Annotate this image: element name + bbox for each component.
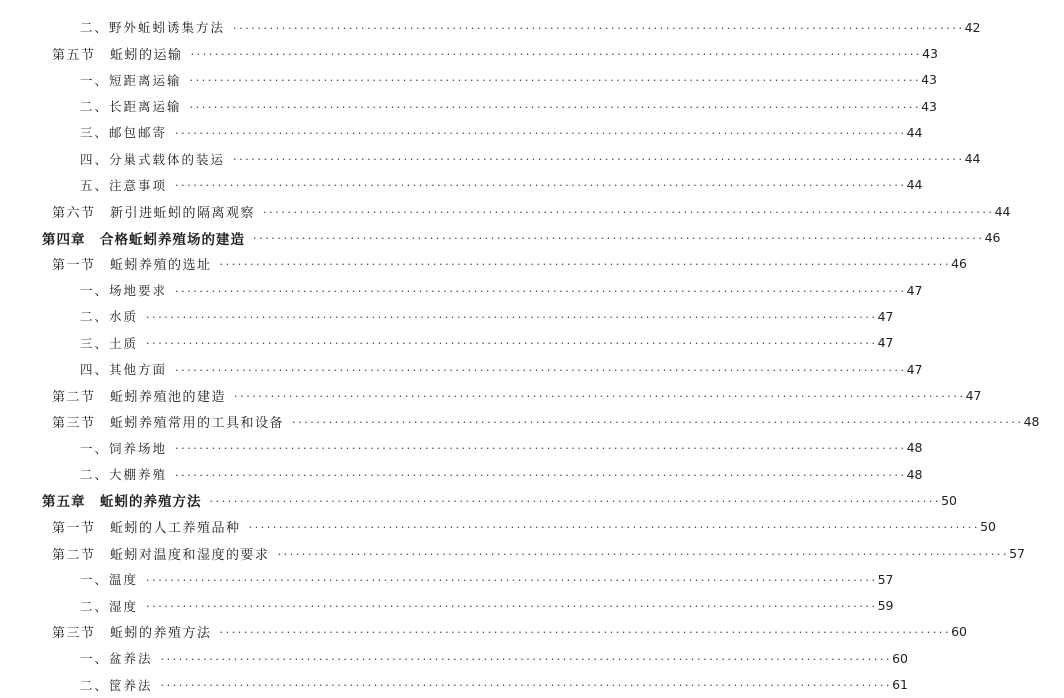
- dot-leader: ························································································································: [234, 389, 966, 403]
- toc-entry-title: 二、湿度: [80, 597, 146, 615]
- toc-entry-section: [0, 251, 968, 277]
- toc-entry-page-number: 47: [965, 387, 982, 403]
- toc-entry-section: [0, 619, 968, 645]
- toc-entry-title: 二、筐养法: [80, 676, 161, 694]
- dot-leader: ························································································································: [146, 573, 878, 587]
- dot-leader: ························································································································: [175, 468, 907, 482]
- dot-leader: ························································································································: [175, 179, 907, 193]
- toc-entry-page-number: 47: [906, 361, 923, 377]
- toc-entry-page-number: 59: [877, 598, 894, 614]
- toc-entry-title: 一、盆养法: [80, 649, 161, 667]
- toc-entry-item: [0, 435, 923, 461]
- toc-entry-title: 五、注意事项: [80, 176, 175, 194]
- toc-entry-page-number: 43: [922, 45, 939, 61]
- toc-entry-page-number: 44: [906, 177, 923, 193]
- toc-entry-title: 第五节 蚯蚓的运输: [52, 44, 191, 63]
- toc-entry-page-number: 57: [1009, 545, 1026, 561]
- toc-entry-section: [0, 514, 997, 540]
- dot-leader: ························································································································: [189, 100, 922, 114]
- toc-entry-page-number: 48: [1023, 414, 1040, 430]
- toc-entry-title: 四、其他方面: [80, 360, 175, 378]
- toc-entry-title: 一、短距离运输: [80, 71, 190, 89]
- dot-leader: ························································································································: [219, 626, 952, 640]
- toc-entry-page-number: 60: [892, 650, 909, 666]
- toc-entry-section: [0, 408, 1040, 434]
- toc-entry-page-number: 43: [921, 98, 938, 114]
- toc-entry-section: [0, 198, 1011, 224]
- dot-leader: ························································································································: [146, 600, 878, 614]
- dot-leader: ························································································································: [190, 47, 923, 61]
- toc-entry-title: 一、场地要求: [80, 281, 175, 299]
- dot-leader: ························································································································: [233, 153, 965, 167]
- toc-entry-title: 第三节 蚯蚓养殖常用的工具和设备: [52, 412, 292, 431]
- dot-leader: ························································································································: [175, 363, 907, 377]
- toc-entry-page-number: 44: [964, 151, 981, 167]
- toc-entry-page-number: 46: [984, 230, 1001, 246]
- toc-entry-chapter: [0, 224, 1001, 250]
- toc-entry-page-number: 48: [906, 440, 923, 456]
- toc-entry-title: 第一节 蚯蚓的人工养殖品种: [52, 517, 249, 536]
- dot-leader: ························································································································: [175, 442, 907, 456]
- toc-entry-title: 一、饲养场地: [80, 439, 175, 457]
- toc-entry-title: 第一节 蚯蚓养殖的选址: [52, 254, 220, 273]
- toc-entry-title: 四、分巢式载体的装运: [80, 150, 233, 168]
- toc-entry-item: [0, 593, 894, 619]
- toc-entry-title: 三、土质: [80, 334, 146, 352]
- toc-entry-section: [0, 382, 982, 408]
- toc-entry-page-number: 47: [877, 308, 894, 324]
- toc-entry-item: [0, 14, 981, 40]
- toc-entry-page-number: 50: [941, 492, 957, 508]
- toc-entry-title: 第六节 新引进蚯蚓的隔离观察: [52, 202, 263, 221]
- toc-entry-title: 二、野外蚯蚓诱集方法: [80, 18, 233, 36]
- toc-entry-section: [0, 540, 1026, 566]
- toc-entry-item: [0, 461, 923, 487]
- toc-entry-item: [0, 356, 923, 382]
- dot-leader: ························································································································: [160, 652, 893, 666]
- toc-entry-title: 三、邮包邮寄: [80, 123, 175, 141]
- toc-entry-page-number: 42: [964, 19, 981, 35]
- toc-entry-title: 第三节 蚯蚓的养殖方法: [52, 622, 220, 641]
- dot-leader: ························································································································: [160, 679, 893, 693]
- toc-entry-item: [0, 172, 923, 198]
- toc-entry-page-number: 47: [877, 335, 894, 351]
- toc-entry-page-number: 43: [921, 72, 938, 88]
- dot-leader: ························································································································: [146, 310, 878, 324]
- toc-entry-item: [0, 303, 894, 329]
- toc-entry-page-number: 57: [877, 571, 894, 587]
- toc-entry-item: [0, 566, 894, 592]
- dot-leader: ························································································································: [292, 416, 1024, 430]
- toc-entry-item: [0, 671, 909, 697]
- toc-entry-title: 二、长距离运输: [80, 97, 190, 115]
- dot-leader: ························································································································: [233, 21, 965, 35]
- toc-entry-title: 第二节 蚯蚓对温度和湿度的要求: [52, 544, 278, 563]
- toc-entry-item: [0, 645, 909, 671]
- dot-leader: ························································································································: [146, 337, 878, 351]
- toc-entry-item: [0, 93, 938, 119]
- toc-entry-page-number: 46: [951, 256, 968, 272]
- toc-entry-page-number: 50: [980, 519, 997, 535]
- dot-leader: ························································································································: [175, 126, 907, 140]
- dot-leader: ························································································································: [209, 494, 942, 508]
- toc-entry-section: [0, 40, 939, 66]
- toc-entry-item: [0, 330, 894, 356]
- toc-entry-page-number: 44: [906, 124, 923, 140]
- table-of-contents: [0, 14, 1040, 698]
- toc-entry-page-number: 61: [892, 677, 909, 693]
- dot-leader: ························································································································: [175, 284, 907, 298]
- toc-entry-title: 一、温度: [80, 570, 146, 588]
- toc-entry-item: [0, 119, 923, 145]
- toc-entry-item: [0, 277, 923, 303]
- toc-entry-title: 第四章 合格蚯蚓养殖场的建造: [42, 228, 253, 248]
- toc-entry-page-number: 60: [951, 624, 968, 640]
- toc-entry-chapter: [0, 487, 957, 513]
- dot-leader: ························································································································: [219, 258, 952, 272]
- toc-entry-title: 二、水质: [80, 307, 146, 325]
- toc-entry-title: 第五章 蚯蚓的养殖方法: [42, 490, 210, 510]
- dot-leader: ························································································································: [263, 205, 995, 219]
- toc-entry-page-number: 48: [906, 466, 923, 482]
- toc-entry-page-number: 47: [906, 282, 923, 298]
- dot-leader: ························································································································: [248, 521, 981, 535]
- toc-entry-title: 第二节 蚯蚓养殖池的建造: [52, 386, 234, 405]
- toc-entry-item: [0, 67, 938, 93]
- dot-leader: ························································································································: [189, 74, 922, 88]
- toc-entry-title: 二、大棚养殖: [80, 465, 175, 483]
- toc-entry-item: [0, 145, 981, 171]
- dot-leader: ························································································································: [253, 232, 985, 246]
- dot-leader: ························································································································: [277, 547, 1010, 561]
- toc-entry-page-number: 44: [994, 203, 1011, 219]
